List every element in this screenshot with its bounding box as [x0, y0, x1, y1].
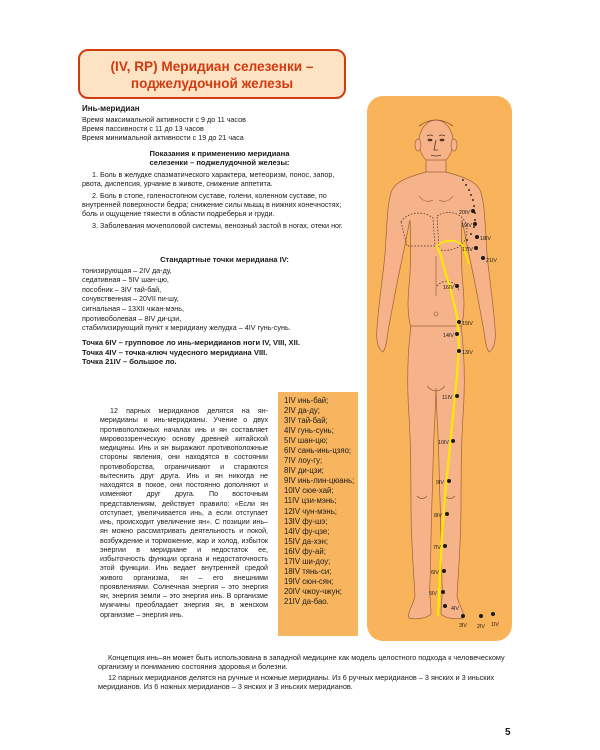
- point-label: 18IV: [480, 236, 491, 242]
- point-marker: [443, 544, 447, 548]
- point-label: 1IV: [491, 622, 499, 628]
- indications-section: [82, 149, 357, 230]
- list-item: 6IV сань-инь-цзяо;: [284, 446, 352, 456]
- point-marker: [445, 512, 449, 516]
- standard-point: седативная – 5IV шан-цю,: [82, 275, 169, 285]
- page-title: [78, 49, 346, 99]
- point-marker: [455, 394, 459, 398]
- point-label: 13IV: [462, 350, 473, 356]
- list-item: 7IV лоу-гу;: [284, 456, 323, 466]
- point-marker: [461, 614, 465, 618]
- right-eye: [440, 139, 444, 141]
- list-item: 12IV чун-мэнь;: [284, 506, 337, 516]
- paragraph-text: 12 парных меридианов делятся на ян-меридианы и инь-меридианы. Учение о двух противоположных началах инь и ян составляет мировоззренческую основу древней китайской медицины. Инь и ян выражают противоположные стороны явления, они находятся в состоянии противоборства, ограничивают и стараются вытеснить друг друга. Инь и ян никогда не находятся в покое, они постоянно дополняют и изменяют друг друга. По восточным представлениям, действует правило: «Если ян отступает, увеличивается инь, а если отступает инь, происходит увеличение ян». С позиции инь–ян можно рассматривать деятельность и покой, возбуждение и торможение, жар и холод, избыток энергии в меридиане и недостаток ее, избыточность функции органа и недостаточность этой функции. Инь ведает внутренней средой живого организма, ян – его внешними проявлениями. Солнечная энергия – это энергия ян, энергия земли – это энергия инь. В организме мужчины преобладает энергия ян, в женском организме – энергия инь.: [100, 407, 268, 619]
- list-item: 11IV цзи-мэнь;: [284, 496, 337, 506]
- point-label: 15IV: [462, 321, 473, 327]
- point-label: 4IV: [451, 606, 459, 612]
- list-item: 13IV фу-шэ;: [284, 516, 328, 526]
- list-item: 4IV гунь-сунь;: [284, 426, 334, 436]
- point-label: 6IV: [431, 570, 439, 576]
- list-item: 2IV да-ду;: [284, 406, 320, 416]
- point-label: 5IV: [429, 591, 437, 597]
- standard-point: стабилизирующий пункт к меридиану желудка – 4IV гунь-сунь.: [82, 323, 291, 333]
- standard-point: противоболевая – 8IV ди-цзи,: [82, 313, 182, 323]
- indications-heading-1: Показания к применению меридиана: [149, 149, 290, 158]
- left-eye: [428, 139, 432, 141]
- point-marker: [491, 612, 495, 616]
- list-item: 17IV ши-доу;: [284, 556, 331, 566]
- list-item: 19IV сюн-сян;: [284, 576, 334, 586]
- bold-notes: [82, 338, 362, 367]
- standard-point: пособник – 3IV тай-бай,: [82, 284, 162, 294]
- list-item: 16IV фу-ай;: [284, 546, 326, 556]
- list-item: 18IV тянь-си;: [284, 566, 332, 576]
- point-label: 2IV: [477, 624, 485, 630]
- point-marker: [471, 209, 475, 213]
- point-label: 9IV: [436, 480, 444, 486]
- point-label: 20IV: [459, 210, 470, 216]
- standard-point: тонизирующая – 2IV да-ду,: [82, 265, 172, 275]
- bold-note: Точка 6IV – групповое ло инь-меридианов ноги IV, VIII, XII.: [82, 338, 300, 347]
- point-label: 16IV: [443, 285, 454, 291]
- point-marker: [442, 569, 446, 573]
- standard-point: сигнальная – 13XII чжан-мэнь,: [82, 303, 184, 313]
- list-item: 9IV инь-лин-цюань;: [284, 476, 355, 486]
- point-marker: [473, 222, 477, 226]
- bottom-text: [98, 653, 518, 693]
- point-label: 17IV: [462, 247, 473, 253]
- point-label: 10IV: [438, 440, 449, 446]
- point-marker: [479, 614, 483, 618]
- indications-heading-2: селезенки – поджелудочной железы:: [149, 158, 290, 168]
- indication-item: 3. Заболевания мочеполовой системы, венозный застой в ногах, отеки ног.: [92, 220, 343, 230]
- meridian-info: [82, 104, 392, 142]
- point-label: 19IV: [461, 223, 472, 229]
- list-item: 15IV да-хэн;: [284, 536, 329, 546]
- bold-note: Точка 4IV – точка-ключ чудесного меридиана VIII.: [82, 347, 268, 357]
- right-ear: [451, 139, 457, 151]
- point-marker: [457, 320, 461, 324]
- point-marker: [481, 256, 485, 260]
- point-label: 21IV: [486, 258, 497, 264]
- info-heading: Инь-меридиан: [82, 104, 140, 113]
- list-item: 8IV ди-цзи;: [284, 466, 324, 476]
- point-label: 14IV: [443, 333, 454, 339]
- list-item: 10IV сюе-хай;: [284, 486, 334, 496]
- info-line: Время максимальной активности с 9 до 11 часов: [82, 115, 246, 124]
- point-marker: [474, 246, 478, 250]
- bold-note: Точка 21IV – большое ло.: [82, 357, 177, 367]
- standard-points-heading: Стандартные точки меридиана IV:: [160, 255, 289, 264]
- body-figure: [367, 96, 512, 641]
- page-number: 5: [505, 727, 511, 738]
- point-marker: [457, 349, 461, 353]
- list-item: 21IV да-бао.: [284, 596, 329, 606]
- point-marker: [451, 439, 455, 443]
- point-marker: [455, 332, 459, 336]
- left-ear: [415, 139, 421, 151]
- list-item: 20IV чжоу-чжун;: [284, 586, 342, 596]
- point-label: 3IV: [459, 623, 467, 629]
- standard-point: сочувственная – 20VII пи-шу,: [82, 294, 179, 304]
- info-line: Время минимальной активности с 19 до 21 часа: [82, 133, 244, 142]
- point-marker: [475, 235, 479, 239]
- list-item: 14IV фу-цзе;: [284, 526, 330, 536]
- bottom-paragraph: 12 парных меридианов делятся на ручные и ножные меридианы. Из 6 ручных меридианов – 3 янских и 3 иньских меридианов. Из 6 ножных меридианов – 3 янских и 3 иньских меридианов.: [98, 672, 495, 692]
- indication-item: 1. Боль в желудке спазматического характера, метеоризм, понос, запор, рвота, диспепсия, урчание в животе, снижение аппетита.: [82, 169, 335, 189]
- point-marker: [447, 479, 451, 483]
- standard-points-section: [82, 255, 367, 333]
- points-list: [278, 392, 358, 636]
- title-line-1: (IV, RP) Меридиан селезенки –: [110, 59, 314, 74]
- list-item: 3IV тай-бай;: [284, 416, 328, 426]
- point-marker: [443, 604, 447, 608]
- info-line: Время пассивности с 11 до 13 часов: [82, 124, 204, 133]
- bottom-paragraph: Концепция инь–ян может быть использована в западной медицине как модель целостного подхода к человеческому организму и пониманию состояния здоровья и болезни.: [98, 653, 505, 672]
- point-label: 11IV: [442, 395, 453, 401]
- list-item: 1IV инь-бай;: [284, 396, 329, 405]
- point-marker: [441, 590, 445, 594]
- yin-yang-paragraph: [100, 407, 268, 620]
- point-label: 7IV: [433, 545, 441, 551]
- point-marker: [455, 284, 459, 288]
- indication-item: 2. Боль в стопе, голеностопном суставе, голени, коленном суставе, по внутренней поверхности бедра; снижение силы мышц в нижних конечностях; боль и ощущение тяжести в области подреберья и груди.: [82, 190, 342, 219]
- title-line-2: поджелудочной железы: [130, 76, 294, 91]
- list-item: 5IV шан-цю;: [284, 436, 328, 446]
- point-label: 8IV: [434, 513, 442, 519]
